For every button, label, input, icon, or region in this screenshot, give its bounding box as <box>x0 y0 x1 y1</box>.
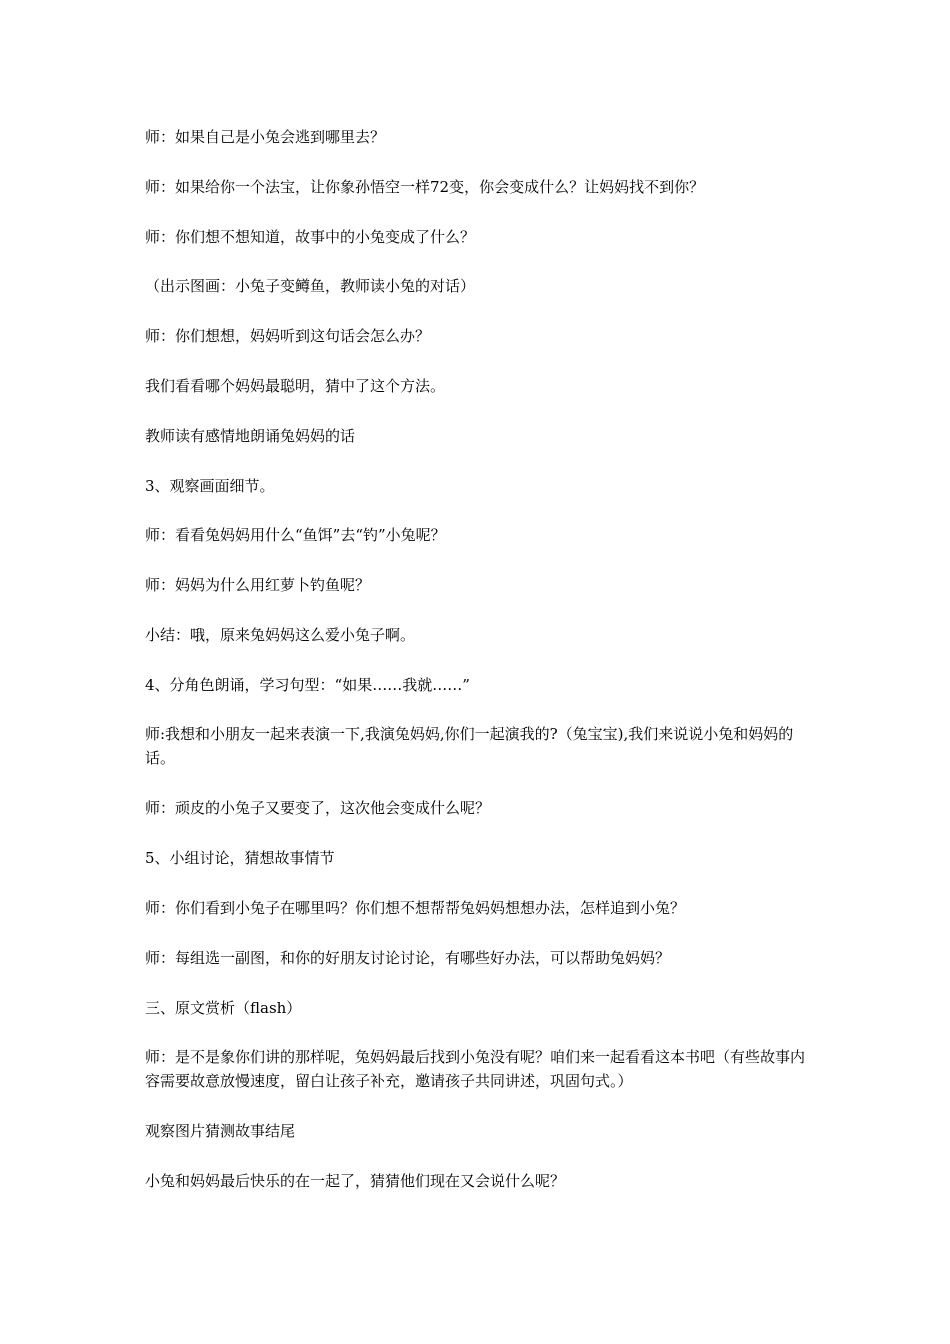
paragraph: 我们看看哪个妈妈最聪明，猜中了这个方法。 <box>145 377 446 395</box>
paragraph: 师：如果自己是小兔会逃到哪里去？ <box>145 128 386 146</box>
paragraph: 师：如果给你一个法宝，让你象孙悟空一样72变，你会变成什么？让妈妈找不到你？ <box>145 178 705 196</box>
section-heading: 三、原文赏析（flash） <box>145 999 302 1017</box>
paragraph: 师:我想和小朋友一起来表演一下,我演兔妈妈,你们一起演我的?（兔宝宝),我们来说说小兔和妈妈的话。 <box>145 725 794 767</box>
section-heading: 5、小组讨论，猜想故事情节 <box>145 849 335 867</box>
paragraph: 师：每组选一副图，和你的好朋友讨论讨论，有哪些好办法，可以帮助兔妈妈？ <box>145 949 671 967</box>
paragraph: 师：是不是象你们讲的那样呢，兔妈妈最后找到小兔没有呢？咱们来一起看看这本书吧（有些故事内容需要故意放慢速度，留白让孩子补充，邀请孩子共同讲述，巩固句式。） <box>145 1048 806 1090</box>
paragraph: 小结：哦，原来兔妈妈这么爱小兔子啊。 <box>145 626 416 644</box>
paragraph: 师：你们看到小兔子在哪里吗？你们想不想帮帮兔妈妈想想办法，怎样追到小兔？ <box>145 899 686 917</box>
paragraph: 师：顽皮的小兔子又要变了，这次他会变成什么呢？ <box>145 799 491 817</box>
paragraph: 师：妈妈为什么用红萝卜钓鱼呢？ <box>145 576 371 594</box>
section-heading: 4、分角色朗诵，学习句型：“如果……我就……” <box>145 676 470 694</box>
paragraph: 教师读有感情地朗诵兔妈妈的话 <box>145 427 356 445</box>
paragraph: 师：你们想想，妈妈听到这句话会怎么办？ <box>145 327 431 345</box>
paragraph: 观察图片猜测故事结尾 <box>145 1122 296 1140</box>
paragraph: （出示图画：小兔子变鳟鱼，教师读小兔的对话） <box>145 277 476 295</box>
section-heading: 3、观察画面细节。 <box>145 477 275 495</box>
paragraph: 师：看看兔妈妈用什么“鱼饵”去“钓”小兔呢？ <box>145 526 446 544</box>
paragraph: 师：你们想不想知道，故事中的小兔变成了什么？ <box>145 228 476 246</box>
paragraph: 小兔和妈妈最后快乐的在一起了，猜猜他们现在又会说什么呢？ <box>145 1172 566 1190</box>
